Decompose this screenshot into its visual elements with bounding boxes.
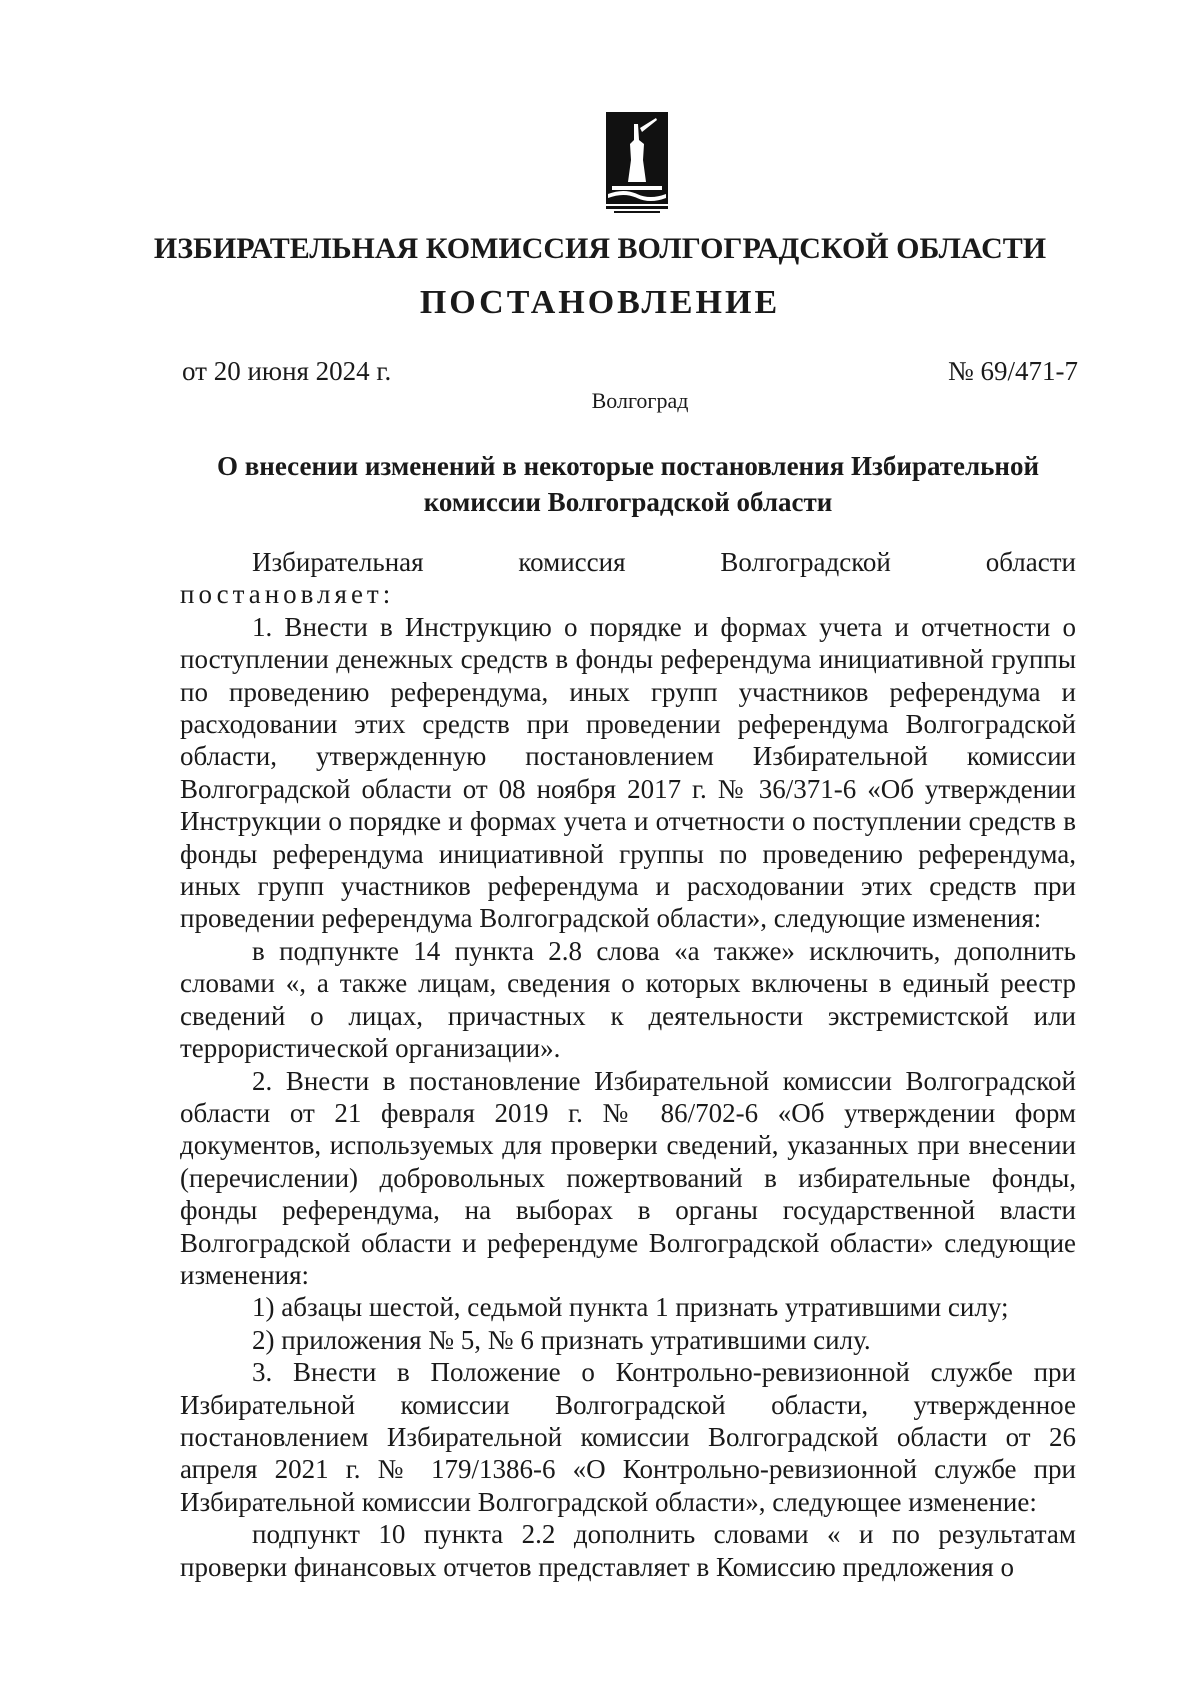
body-paragraph: 1) абзацы шестой, седьмой пункта 1 признать утратившими силу; bbox=[252, 1292, 1009, 1323]
body-paragraph: подпункт 10 пункта 2.2 дополнить словами « и по результатам проверки финансовых отчетов представляет в Комиссию предложения о bbox=[180, 1519, 1076, 1582]
document-body bbox=[180, 546, 1076, 1583]
body-paragraph: 2) приложения № 5, № 6 признать утратившими силу. bbox=[252, 1324, 871, 1355]
body-paragraph: в подпункте 14 пункта 2.8 слова «а также» исключить, дополнить словами «, а также лицам, сведения о которых включены в единый реестр сведений о лицах, причастных к деятельности экстремистской или террористической организации». bbox=[180, 935, 1076, 1064]
body-paragraph: 2. Внести в постановление Избирательной комиссии Волгоградской области от 21 февраля 2019 г. № 86/702-6 «Об утверждении форм документов, используемых для проверки сведений, указанных при внесении (перечислении) добровольных пожертвований в избирательные фонды, фонды референдума, на выборах в органы государственной власти Волгоградской области и референдуме Волгоградской области» следующие изменения: bbox=[180, 1065, 1076, 1290]
body-paragraph: 3. Внести в Положение о Контрольно-ревизионной службе при Избирательной комиссии Волгоградской области, утвержденное постановлением Избирательной комиссии Волгоградской области от 26 апреля 2021 г. № 179/1386-6 «О Контрольно-ревизионной службе при Избирательной комиссии Волгоградской области», следующее изменение: bbox=[180, 1357, 1076, 1517]
volgograd-emblem-icon bbox=[604, 110, 670, 214]
body-paragraph: 1. Внести в Инструкцию о порядке и формах учета и отчетности о поступлении денежных средств в фонды референдума инициативной группы по проведению референдума, иных групп участников референдума и расходовании этих средств при проведении референдума Волгоградской области, утвержденную постановлением Избирательной комиссии Волгоградской области от 08 ноября 2017 г. № 36/371-6 «Об утверждении Инструкции о порядке и формах учета и отчетности о поступлении средств в фонды референдума инициативной группы по проведению референдума, иных групп участников референдума и расходовании этих средств при проведении референдума Волгоградской области», следующие изменения: bbox=[180, 611, 1076, 934]
subject-line: О внесении изменений в некоторые постановления Избирательной bbox=[216, 451, 1040, 481]
resolves-word: постановляет: bbox=[180, 579, 395, 610]
subject-line: комиссии Волгоградской области bbox=[423, 487, 833, 517]
document-number: № 69/471-7 bbox=[947, 356, 1078, 386]
document-date: от 20 июня 2024 г. bbox=[182, 356, 392, 386]
organization-name: ИЗБИРАТЕЛЬНАЯ КОМИССИЯ ВОЛГОГРАДСКОЙ ОБЛАСТИ bbox=[153, 232, 1047, 265]
intro-paragraph: Избирательная комиссия Волгоградской области bbox=[252, 547, 1076, 577]
document-city: Волгоград bbox=[591, 388, 689, 413]
document-type: ПОСТАНОВЛЕНИЕ bbox=[419, 284, 781, 321]
document-subject bbox=[180, 448, 1076, 520]
